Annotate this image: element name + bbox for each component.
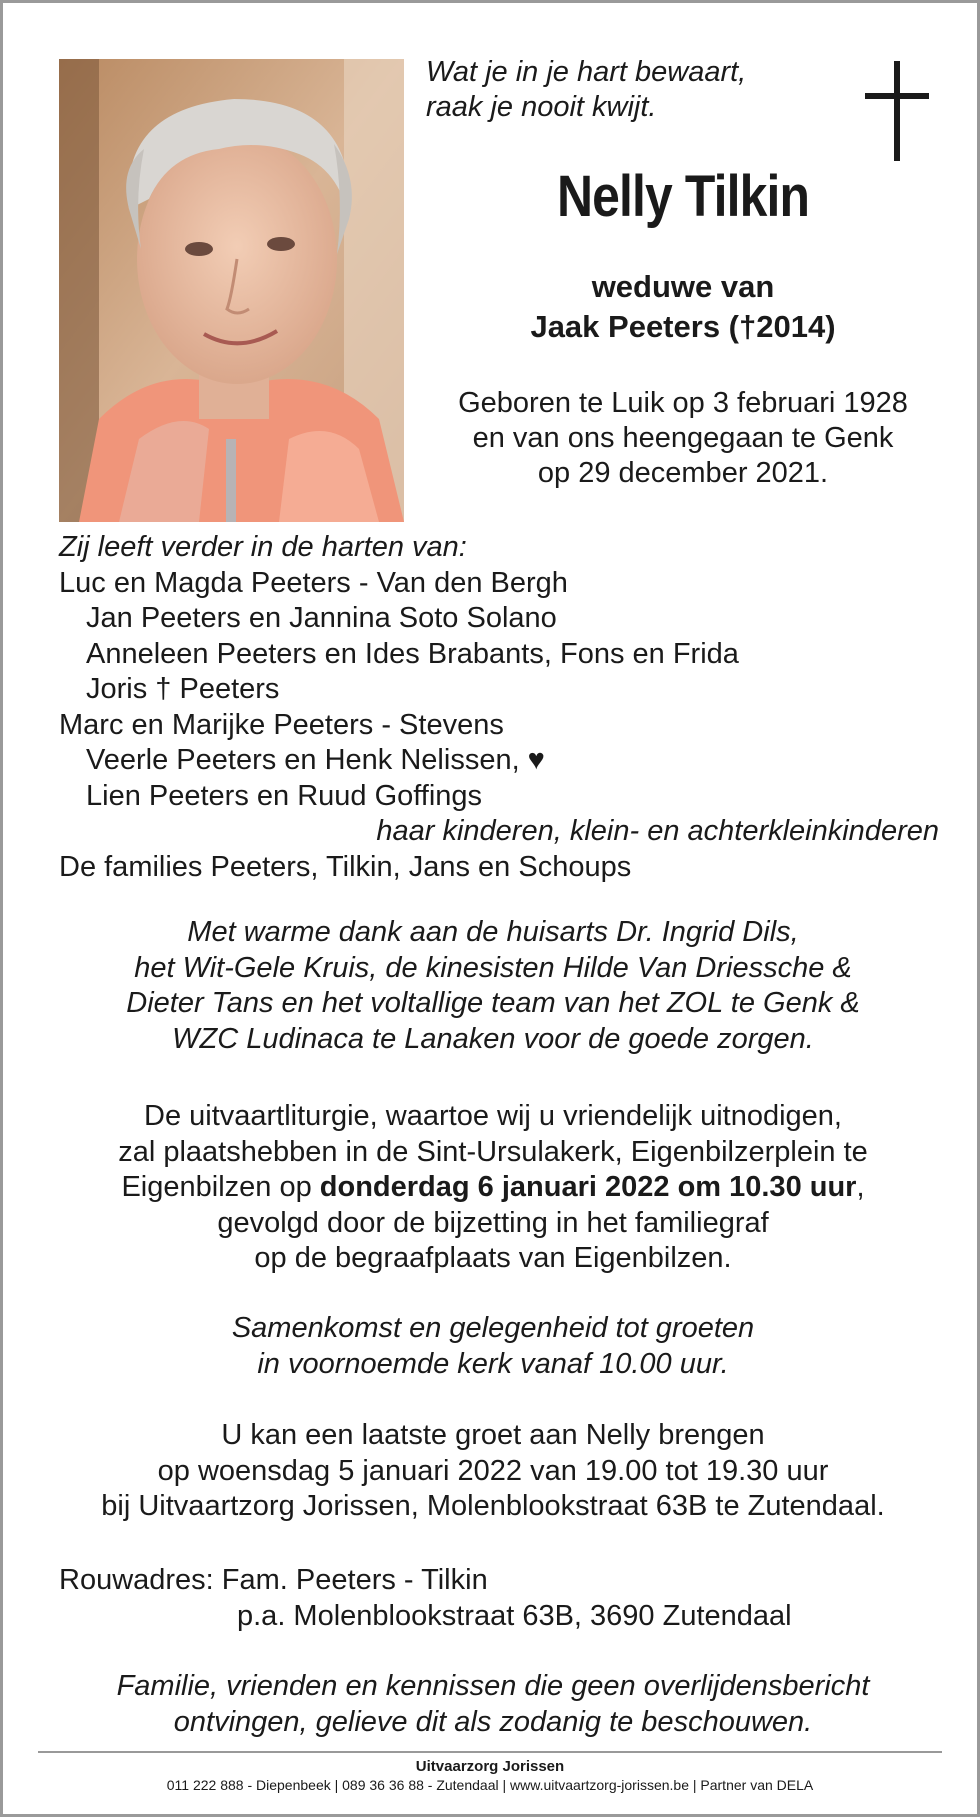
service-datetime: donderdag 6 januari 2022 om 10.30 uur — [319, 1171, 857, 1203]
born-line: op 29 december 2021. — [537, 457, 829, 489]
widow-of — [423, 267, 943, 347]
thanks-line: Met warme dank aan de huisarts Dr. Ingrid Dils, — [187, 916, 799, 948]
survivor-line: Veerle Peeters en Henk Nelissen, ♥ — [86, 744, 545, 776]
born-line: Geboren te Luik op 3 februari 1928 — [458, 387, 908, 419]
survivor-line: Jan Peeters en Jannina Soto Solano — [86, 602, 557, 634]
survivor-line: Lien Peeters en Ruud Goffings — [86, 779, 483, 812]
thanks-line: het Wit-Gele Kruis, de kinesisten Hilde Van Driessche & — [134, 951, 852, 984]
service-line: op de begraafplaats van Eigenbilzen. — [254, 1242, 732, 1274]
address-line: p.a. Molenblookstraat 63B, 3690 Zutendaal — [237, 1599, 792, 1632]
visit-line: U kan een laatste groet aan Nelly brengen — [221, 1419, 765, 1451]
survivor-line: Anneleen Peeters en Ides Brabants, Fons en Frida — [86, 637, 739, 670]
born-line: en van ons heengegaan te Genk — [472, 422, 894, 454]
service-text: Eigenbilzen op — [121, 1171, 320, 1203]
thanks-paragraph — [43, 915, 943, 1057]
visit-paragraph — [43, 1418, 943, 1525]
visit-line: op woensdag 5 januari 2022 van 19.00 tot 19.30 uur — [157, 1454, 829, 1487]
gathering-line: in voornoemde kerk vanaf 10.00 uur. — [257, 1347, 729, 1380]
survivors-intro: Zij leeft verder in de harten van: — [59, 531, 467, 563]
funeral-home-contact: 011 222 888 - Diepenbeek | 089 36 36 88 - Zutendaal | www.uitvaartzorg-jorissen.be | Partner van DELA — [166, 1777, 814, 1793]
motto-line: Wat je in je hart bewaart, — [426, 56, 747, 88]
motto-line: raak je nooit kwijt. — [426, 91, 657, 123]
service-line — [43, 1170, 943, 1206]
service-line: zal plaatshebben in de Sint-Ursulakerk, Eigenbilzerplein te — [118, 1135, 868, 1168]
birth-death-info — [423, 386, 943, 491]
funeral-home-name: Uitvaarzorg Jorissen — [415, 1758, 565, 1775]
gathering-paragraph — [43, 1311, 943, 1382]
service-text: , — [856, 1171, 865, 1203]
mourning-address — [59, 1563, 792, 1634]
widow-label: weduwe van — [591, 269, 775, 304]
note-line: ontvingen, gelieve dit als zodanig te beschouwen. — [173, 1705, 813, 1738]
thanks-line: WZC Ludinaca te Lanaken voor de goede zorgen. — [172, 1022, 814, 1055]
spouse-name: Jaak Peeters (†2014) — [530, 309, 836, 344]
gathering-line: Samenkomst en gelegenheid tot groeten — [231, 1312, 755, 1344]
deceased-name: Nelly Tilkin — [556, 164, 810, 229]
notice-note — [43, 1669, 943, 1740]
footer — [3, 1757, 977, 1795]
thanks-line: Dieter Tans en het voltallige team van het ZOL te Genk & — [126, 987, 860, 1019]
service-line: De uitvaartliturgie, waartoe wij u vriendelijk uitnodigen, — [144, 1100, 842, 1132]
cross-icon — [865, 61, 929, 161]
note-line: Familie, vrienden en kennissen die geen overlijdensbericht — [116, 1670, 870, 1702]
families-line: De families Peeters, Tilkin, Jans en Schoups — [59, 850, 632, 883]
survivor-line: Marc en Marijke Peeters - Stevens — [59, 708, 504, 741]
service-paragraph — [43, 1099, 943, 1277]
portrait-photo — [59, 59, 404, 522]
survivors-role: haar kinderen, klein- en achterkleinkinderen — [376, 815, 939, 847]
motto-quote — [426, 55, 746, 125]
footer-divider — [38, 1751, 942, 1753]
survivors-list — [59, 530, 939, 885]
service-line: gevolgd door de bijzetting in het familiegraf — [217, 1206, 769, 1239]
survivor-line: Luc en Magda Peeters - Van den Bergh — [59, 566, 568, 599]
address-line: Rouwadres: Fam. Peeters - Tilkin — [59, 1564, 488, 1596]
visit-line: bij Uitvaartzorg Jorissen, Molenblookstraat 63B te Zutendaal. — [101, 1490, 885, 1522]
survivor-line: Joris † Peeters — [86, 673, 280, 705]
